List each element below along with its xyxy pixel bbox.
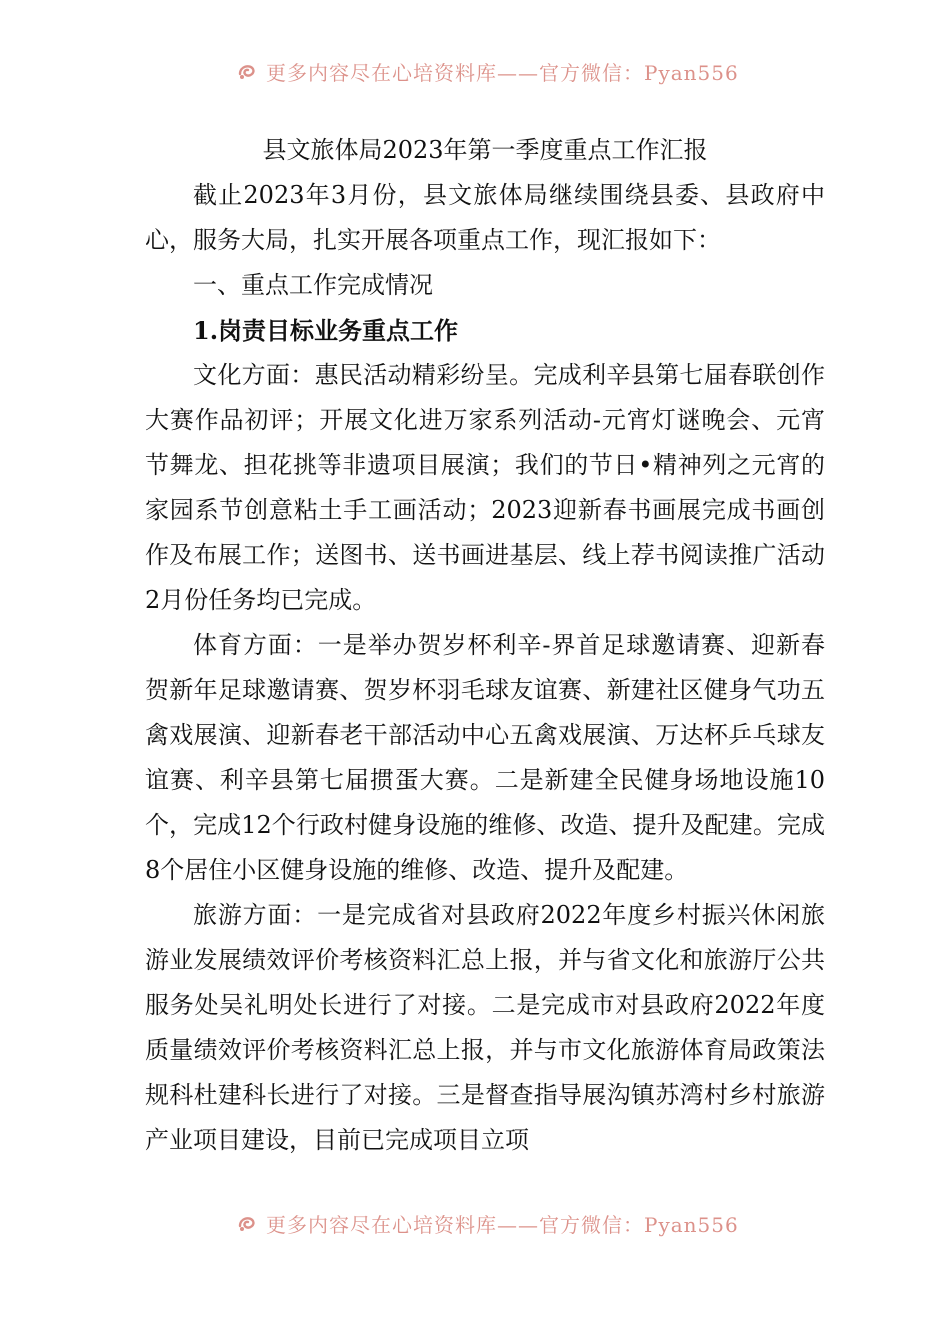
subsection-heading: 1.岗责目标业务重点工作 bbox=[193, 316, 459, 345]
intro-paragraph: 截止2023年3月份，县文旅体局继续围绕县委、县政府中心，服务大局，扎实开展各项重点工作，现汇报如下： bbox=[145, 181, 825, 254]
paragraph-culture: 文化方面：惠民活动精彩纷呈。完成利辛县第七届春联创作大赛作品初评；开展文化进万家系列活动-元宵灯谜晚会、元宵节舞龙、担花挑等非遗项目展演；我们的节日•精神列之元宵的家园系节创意粘土手工画活动；2023迎新春书画展完成书画创作及布展工作；送图书、送书画进基层、线上荐书阅读推广活动2月份任务均已完成。 bbox=[145, 361, 825, 614]
watermark-header bbox=[236, 56, 739, 86]
paragraph-tourism: 旅游方面：一是完成省对县政府2022年度乡村振兴休闲旅游业发展绩效评价考核资料汇总上报，并与省文化和旅游厅公共服务处吴礼明处长进行了对接。二是完成市对县政府2022年度质量绩效评价考核资料汇总上报，并与市文化旅游体育局政策法规科杜建科长进行了对接。三是督查指导展沟镇苏湾村乡村旅游产业项目建设，目前已完成项目立项 bbox=[145, 901, 825, 1154]
document-title: 县文旅体局2023年第一季度重点工作汇报 bbox=[262, 136, 708, 164]
watermark-footer bbox=[236, 1208, 739, 1238]
paragraph-sports: 体育方面：一是举办贺岁杯利辛-界首足球邀请赛、迎新春贺新年足球邀请赛、贺岁杯羽毛球友谊赛、新建社区健身气功五禽戏展演、迎新春老干部活动中心五禽戏展演、万达杯乒乓球友谊赛、利辛县第七届掼蛋大赛。二是新建全民健身场地设施10个，完成12个行政村健身设施的维修、改造、提升及配建。完成8个居住小区健身设施的维修、改造、提升及配建。 bbox=[145, 631, 825, 884]
swirl-logo-icon bbox=[236, 60, 258, 82]
section-heading: 一、重点工作完成情况 bbox=[193, 271, 433, 299]
swirl-logo-icon bbox=[236, 1212, 258, 1234]
watermark-text: 更多内容尽在心培资料库——官方微信：Pyan556 bbox=[266, 1212, 739, 1237]
watermark-text: 更多内容尽在心培资料库——官方微信：Pyan556 bbox=[266, 60, 739, 85]
document-body bbox=[145, 128, 825, 1163]
